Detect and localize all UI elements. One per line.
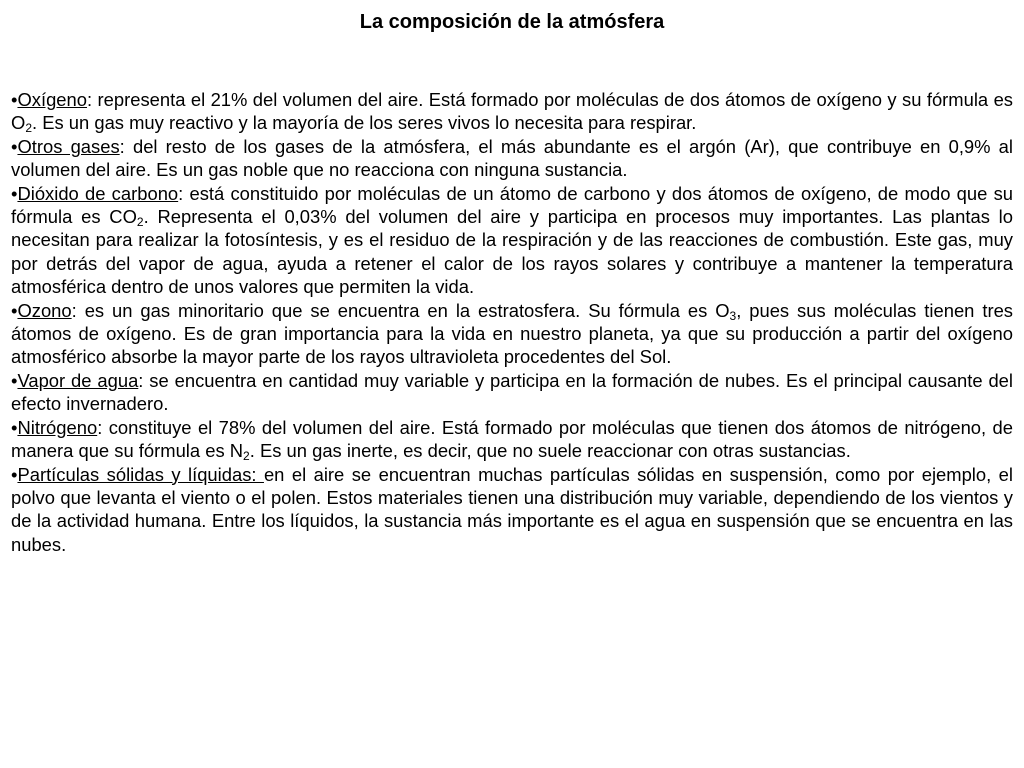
item-text: del resto de los gases de la atmósfera, el más abundante es el argón (Ar), que contribuye en 0,9% al volumen del aire. Es un gas noble que no reacciona con ninguna sustancia. [11,135,1013,181]
term-separator: : [178,182,184,204]
item-text-continued: , pues sus moléculas tienen tres átomos de oxígeno. Es de gran importancia para la vida en nuestro planeta, ya que su producción a partir del oxígeno atmosférico absorbe la mayor parte de los rayos ultravioleta procedentes del Sol. [11,299,1013,368]
bullet-list [11,88,1013,556]
formula-subscript: 2 [25,121,32,136]
page-title: La composición de la atmósfera [359,11,665,33]
term-otros-gases: Otros gases [17,135,120,157]
list-item-ozono: •Ozono: es un gas minoritario que se encuentra en la estratosfera. Su fórmula es $O_3$, pues sus moléculas tienen tres átomos de oxígeno. Es de gran importancia para la vida en nuestro planeta, ya que su producción a partir del oxígeno atmosférico absorbe la mayor parte de los rayos ultravioleta procedentes del Sol. [11,299,1013,368]
list-item-particulas: •Partículas sólidas y líquidas: en el aire se encuentran muchas partículas sólidas en suspensión, como por ejemplo, el polvo que levanta el viento o el polen. Estos materiales tienen una distribución muy variable, dependiendo de los vientos y de la actividad humana. Entre los líquidos, la sustancia más importante es el agua en suspensión que se encuentra en las nubes. [11,463,1013,555]
list-item-vapor-agua: •Vapor de agua: se encuentra en cantidad muy variable y participa en la formación de nubes. Es el principal causante del efecto invernadero. [11,369,1013,415]
term-ozono: Ozono [17,299,72,321]
list-item-otros-gases: •Otros gases: del resto de los gases de la atmósfera, el más abundante es el argón (Ar), que contribuye en 0,9% al volumen del aire. Es un gas noble que no reacciona con ninguna sustancia. [11,135,1013,181]
term-vapor-agua: Vapor de agua [17,369,139,391]
formula-subscript: 2 [136,215,144,230]
term-oxigeno: Oxígeno [17,89,87,110]
term-dioxido-carbono: Dióxido de carbono [17,182,179,204]
item-text-continued: . Es un gas inerte, es decir, que no suele reaccionar con otras sustancias. [249,440,851,462]
item-text: representa el 21% del volumen del aire. Está formado por moléculas de dos átomos de oxígeno y su fórmula es O [11,89,1013,134]
term-particulas: Partículas sólidas y líquidas: [17,463,264,485]
term-separator: : [86,89,93,110]
item-text: está constituido por moléculas de un átomo de carbono y dos átomos de oxígeno, de modo que su fórmula es CO [11,182,1014,228]
item-text: en el aire se encuentran muchas partículas sólidas en suspensión, como por ejemplo, el polvo que levanta el viento o el polen. Estos materiales tienen una distribución muy variable, dependiendo de los vientos y de la actividad humana. Entre los líquidos, la sustancia más importante es el agua en suspensión que se encuentra en las nubes. [11,463,1013,555]
list-item-oxigeno: •Oxígeno: representa el 21% del volumen del aire. Está formado por moléculas de dos átomos de oxígeno y su fórmula es $O_2$. Es un gas muy reactivo y la mayoría de los seres vivos lo necesita para respirar. [11,89,1013,136]
term-separator: : [138,369,144,391]
term-separator: : [119,135,125,157]
list-item-nitrogeno: •Nitrógeno: constituye el 78% del volumen del aire. Está formado por moléculas que tienen dos átomos de nitrógeno, de manera que su fórmula es $N_2$. Es un gas inerte, es decir, que no suele reaccionar con otras sustancias. [11,416,1013,464]
list-item-dioxido-carbono: •Dióxido de carbono: está constituido por moléculas de un átomo de carbono y dos átomos de oxígeno, de modo que su fórmula es $CO_2$. Representa el 0,03% del volumen del aire y participa en procesos muy importantes. Las plantas lo necesitan para realizar la fotosíntesis, y es el residuo de la respiración y de las reacciones de combustión. Este gas, muy por detrás del vapor de agua, ayuda a retener el calor de los rayos solares y contribuye a mantener la temperatura atmosférica dentro de unos valores que permiten la vida. [11,182,1014,298]
item-text: constituye el 78% del volumen del aire. Está formado por moléculas que tienen dos átomos de nitrógeno, de manera que su fórmula es N [11,416,1013,462]
item-text: es un gas minoritario que se encuentra en la estratosfera. Su fórmula es O [76,299,730,321]
formula-subscript: 3 [729,308,737,323]
term-separator: : [71,299,77,321]
item-text-continued: . Representa el 0,03% del volumen del aire y participa en procesos muy importantes. Las plantas lo necesitan para realizar la fotosíntesis, y es el residuo de la respiración y de las reacciones de combustión. Este gas, muy por detrás del vapor de agua, ayuda a retener el calor de los rayos solares y contribuye a mantener la temperatura atmosférica dentro de unos valores que permiten la vida. [11,206,1013,298]
term-nitrogeno: Nitrógeno [17,416,98,438]
item-text-continued: . Es un gas muy reactivo y la mayoría de los seres vivos lo necesita para respirar. [32,112,697,134]
formula-subscript: 2 [243,449,250,464]
term-separator: : [97,416,103,438]
item-text: se encuentra en cantidad muy variable y participa en la formación de nubes. Es el principal causante del efecto invernadero. [11,369,1013,415]
